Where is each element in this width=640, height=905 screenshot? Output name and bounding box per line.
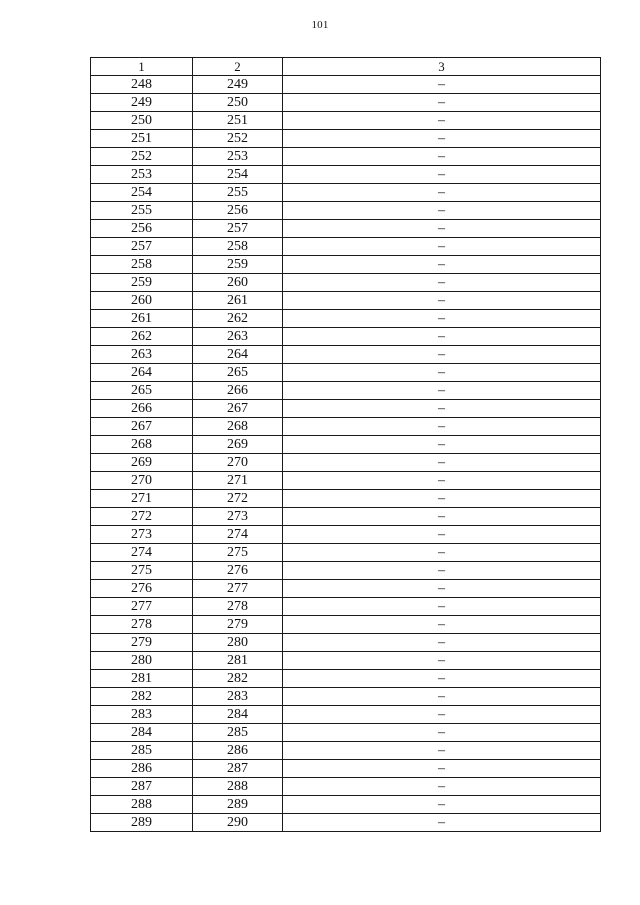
table-cell-col-2: 251: [193, 112, 283, 130]
table-cell-col-3: –: [283, 112, 601, 130]
table-cell-col-3: –: [283, 796, 601, 814]
table-cell-col-3: –: [283, 724, 601, 742]
table-row: [91, 796, 601, 814]
table-cell-col-3: –: [283, 760, 601, 778]
table-cell-col-3: –: [283, 670, 601, 688]
table-cell-col-1: 269: [91, 454, 193, 472]
table-cell-col-2: 268: [193, 418, 283, 436]
table-cell-col-2: 260: [193, 274, 283, 292]
table-row: [91, 634, 601, 652]
table-row: [91, 742, 601, 760]
table-cell-col-3: –: [283, 184, 601, 202]
table-cell-col-1: 255: [91, 202, 193, 220]
table-cell-col-3: –: [283, 544, 601, 562]
table-cell-col-1: 285: [91, 742, 193, 760]
table-cell-col-1: 279: [91, 634, 193, 652]
table-cell-col-2: 286: [193, 742, 283, 760]
table-cell-col-1: 254: [91, 184, 193, 202]
table-row: [91, 616, 601, 634]
table-cell-col-2: 281: [193, 652, 283, 670]
table-cell-col-1: 257: [91, 238, 193, 256]
table-cell-col-3: –: [283, 274, 601, 292]
table-cell-col-2: 255: [193, 184, 283, 202]
table-cell-col-1: 252: [91, 148, 193, 166]
table-cell-col-2: 249: [193, 76, 283, 94]
table-row: [91, 76, 601, 94]
table-row: [91, 112, 601, 130]
table-cell-col-1: 263: [91, 346, 193, 364]
table-cell-col-1: 256: [91, 220, 193, 238]
table-row: [91, 598, 601, 616]
table-cell-col-3: –: [283, 256, 601, 274]
table-cell-col-3: –: [283, 364, 601, 382]
table-row: [91, 292, 601, 310]
table-row: [91, 310, 601, 328]
table-cell-col-1: 265: [91, 382, 193, 400]
table-cell-col-3: –: [283, 562, 601, 580]
table-row: [91, 760, 601, 778]
table-cell-col-1: 264: [91, 364, 193, 382]
data-table: [90, 57, 601, 832]
table-cell-col-3: –: [283, 616, 601, 634]
table-cell-col-2: 280: [193, 634, 283, 652]
table-row: [91, 580, 601, 598]
header-row: [91, 58, 601, 76]
table-row: [91, 670, 601, 688]
table-row: [91, 490, 601, 508]
table-row: [91, 202, 601, 220]
table-cell-col-3: –: [283, 508, 601, 526]
table-cell-col-1: 286: [91, 760, 193, 778]
column-header-3: 3: [283, 58, 601, 76]
table-row: [91, 148, 601, 166]
table-cell-col-1: 260: [91, 292, 193, 310]
table-row: [91, 472, 601, 490]
table-cell-col-1: 270: [91, 472, 193, 490]
table-cell-col-1: 259: [91, 274, 193, 292]
table-cell-col-2: 285: [193, 724, 283, 742]
table-cell-col-1: 280: [91, 652, 193, 670]
table-cell-col-2: 278: [193, 598, 283, 616]
table-cell-col-1: 277: [91, 598, 193, 616]
table-cell-col-2: 289: [193, 796, 283, 814]
table-cell-col-1: 258: [91, 256, 193, 274]
table-cell-col-3: –: [283, 526, 601, 544]
table-cell-col-2: 287: [193, 760, 283, 778]
table-cell-col-3: –: [283, 310, 601, 328]
table-cell-col-2: 277: [193, 580, 283, 598]
table-cell-col-1: 278: [91, 616, 193, 634]
page-number: 101: [311, 19, 329, 31]
table-row: [91, 562, 601, 580]
table-cell-col-3: –: [283, 400, 601, 418]
table-cell-col-1: 283: [91, 706, 193, 724]
table-row: [91, 544, 601, 562]
table-cell-col-1: 253: [91, 166, 193, 184]
table-row: [91, 652, 601, 670]
table-cell-col-2: 274: [193, 526, 283, 544]
table-row: [91, 184, 601, 202]
table-cell-col-3: –: [283, 148, 601, 166]
table-cell-col-1: 248: [91, 76, 193, 94]
table-cell-col-3: –: [283, 76, 601, 94]
table-cell-col-3: –: [283, 238, 601, 256]
table-cell-col-3: –: [283, 220, 601, 238]
table-cell-col-2: 259: [193, 256, 283, 274]
table-cell-col-3: –: [283, 652, 601, 670]
table-cell-col-1: 275: [91, 562, 193, 580]
table-cell-col-1: 284: [91, 724, 193, 742]
table-row: [91, 526, 601, 544]
table-cell-col-2: 284: [193, 706, 283, 724]
table-cell-col-2: 272: [193, 490, 283, 508]
table-cell-col-1: 287: [91, 778, 193, 796]
table-body: [91, 76, 601, 832]
table-cell-col-2: 261: [193, 292, 283, 310]
table-cell-col-3: –: [283, 436, 601, 454]
column-header-1: 1: [91, 58, 193, 76]
table-cell-col-2: 290: [193, 814, 283, 832]
table-cell-col-2: 265: [193, 364, 283, 382]
table-cell-col-1: 251: [91, 130, 193, 148]
column-header-2: 2: [193, 58, 283, 76]
table-cell-col-2: 250: [193, 94, 283, 112]
table-cell-col-1: 282: [91, 688, 193, 706]
table-cell-col-2: 256: [193, 202, 283, 220]
table-cell-col-2: 262: [193, 310, 283, 328]
table-cell-col-2: 263: [193, 328, 283, 346]
table-cell-col-3: –: [283, 814, 601, 832]
table-cell-col-3: –: [283, 454, 601, 472]
table-cell-col-1: 266: [91, 400, 193, 418]
table-cell-col-2: 275: [193, 544, 283, 562]
table-row: [91, 418, 601, 436]
table-cell-col-3: –: [283, 598, 601, 616]
table-row: [91, 94, 601, 112]
table-row: [91, 328, 601, 346]
table-cell-col-2: 266: [193, 382, 283, 400]
table-cell-col-1: 281: [91, 670, 193, 688]
table-cell-col-3: –: [283, 328, 601, 346]
table-row: [91, 166, 601, 184]
table-row: [91, 778, 601, 796]
table-cell-col-2: 257: [193, 220, 283, 238]
table-cell-col-1: 272: [91, 508, 193, 526]
table-row: [91, 364, 601, 382]
table-row: [91, 814, 601, 832]
table-row: [91, 220, 601, 238]
table-cell-col-2: 269: [193, 436, 283, 454]
table-cell-col-2: 283: [193, 688, 283, 706]
table-cell-col-1: 249: [91, 94, 193, 112]
table-cell-col-3: –: [283, 202, 601, 220]
table-row: [91, 400, 601, 418]
table-row: [91, 724, 601, 742]
table-cell-col-2: 273: [193, 508, 283, 526]
table-cell-col-2: 270: [193, 454, 283, 472]
table-cell-col-3: –: [283, 742, 601, 760]
table-cell-col-2: 254: [193, 166, 283, 184]
table-cell-col-2: 258: [193, 238, 283, 256]
table-cell-col-3: –: [283, 580, 601, 598]
table-cell-col-1: 274: [91, 544, 193, 562]
table-cell-col-3: –: [283, 382, 601, 400]
table-row: [91, 436, 601, 454]
table-cell-col-3: –: [283, 634, 601, 652]
table-cell-col-2: 276: [193, 562, 283, 580]
table-cell-col-1: 250: [91, 112, 193, 130]
table-row: [91, 238, 601, 256]
table-row: [91, 706, 601, 724]
table-cell-col-2: 279: [193, 616, 283, 634]
table-cell-col-3: –: [283, 418, 601, 436]
table-cell-col-1: 267: [91, 418, 193, 436]
table-cell-col-1: 271: [91, 490, 193, 508]
table-cell-col-3: –: [283, 130, 601, 148]
table-cell-col-2: 252: [193, 130, 283, 148]
table-cell-col-1: 288: [91, 796, 193, 814]
table-cell-col-3: –: [283, 94, 601, 112]
table-cell-col-1: 276: [91, 580, 193, 598]
table-cell-col-1: 262: [91, 328, 193, 346]
table-cell-col-3: –: [283, 292, 601, 310]
table-row: [91, 130, 601, 148]
table-cell-col-2: 264: [193, 346, 283, 364]
table-cell-col-2: 271: [193, 472, 283, 490]
table-cell-col-1: 289: [91, 814, 193, 832]
table-cell-col-3: –: [283, 472, 601, 490]
table-row: [91, 454, 601, 472]
table-row: [91, 274, 601, 292]
table-cell-col-1: 268: [91, 436, 193, 454]
table-row: [91, 346, 601, 364]
table-row: [91, 688, 601, 706]
table-row: [91, 382, 601, 400]
table-cell-col-3: –: [283, 688, 601, 706]
table-cell-col-3: –: [283, 346, 601, 364]
table-cell-col-2: 288: [193, 778, 283, 796]
table-cell-col-3: –: [283, 166, 601, 184]
table-cell-col-3: –: [283, 778, 601, 796]
table-cell-col-3: –: [283, 706, 601, 724]
table-cell-col-2: 282: [193, 670, 283, 688]
table-cell-col-1: 261: [91, 310, 193, 328]
table-cell-col-2: 253: [193, 148, 283, 166]
table-cell-col-1: 273: [91, 526, 193, 544]
table-cell-col-3: –: [283, 490, 601, 508]
table-row: [91, 508, 601, 526]
table-row: [91, 256, 601, 274]
table-cell-col-2: 267: [193, 400, 283, 418]
